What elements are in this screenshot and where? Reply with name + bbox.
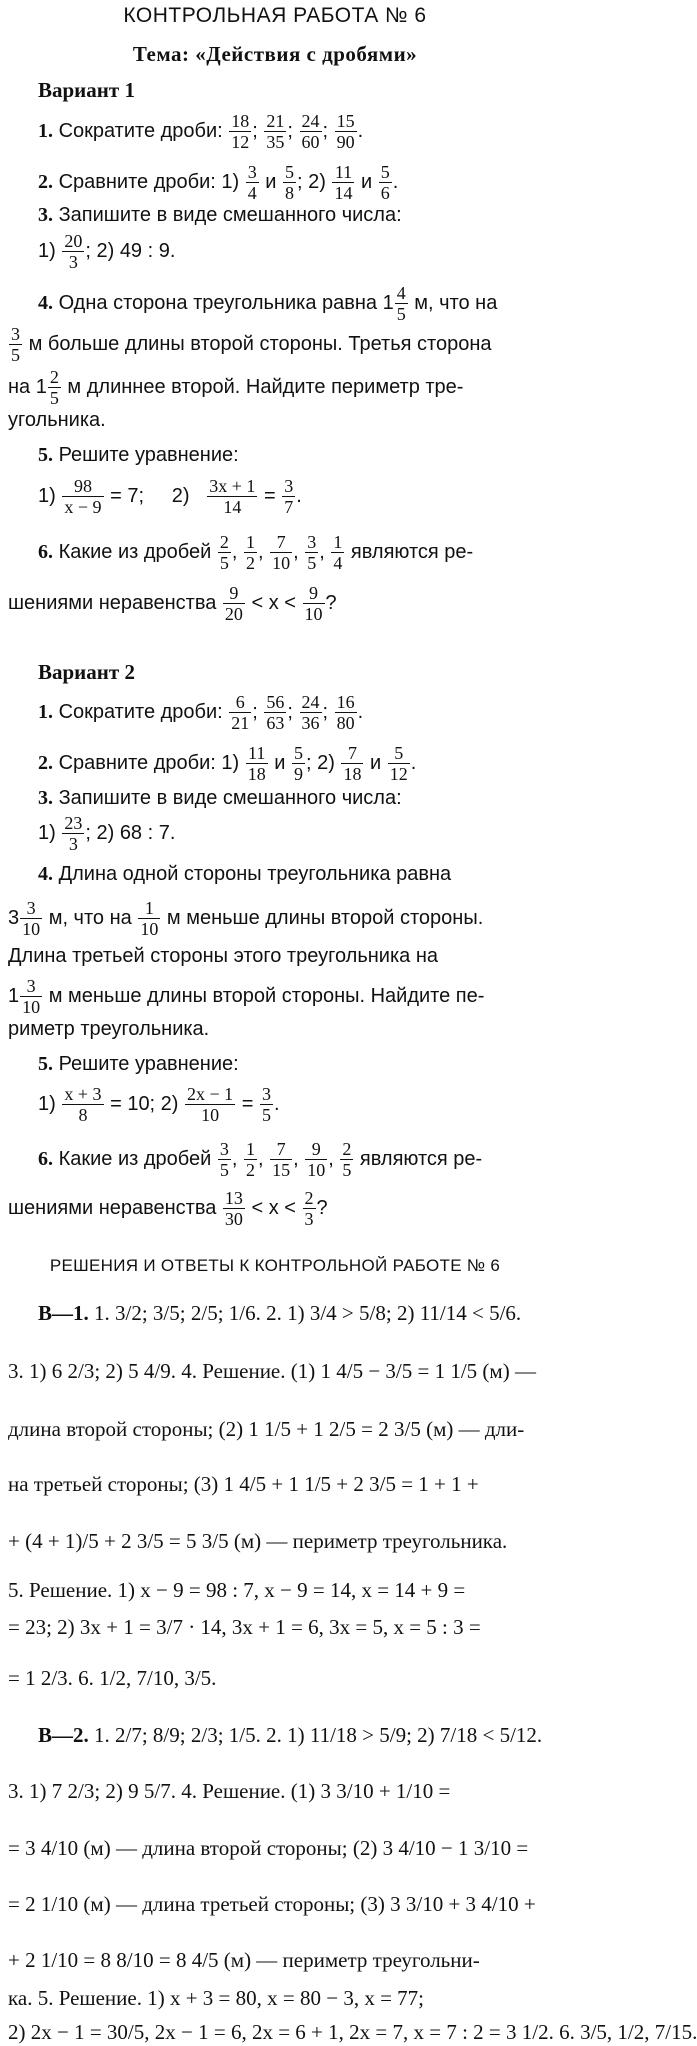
numerator: 3 <box>247 162 257 182</box>
v2-answer-line-3: = 3 4/10 (м) — длина второй стороны; (2) 3 4/10 − 1 3/10 = <box>8 1836 529 1860</box>
text-segment: 6. <box>38 1147 53 1170</box>
fraction <box>305 533 318 572</box>
text-segment: 3 <box>8 906 20 929</box>
text-segment: 2) <box>171 484 190 507</box>
text-segment: = <box>263 484 276 507</box>
fraction <box>218 533 231 572</box>
denominator: 12 <box>389 764 408 784</box>
fraction <box>270 1140 292 1179</box>
fraction <box>341 744 363 783</box>
denominator: 18 <box>343 764 362 784</box>
fraction <box>207 477 257 516</box>
text-segment: м длиннее второй. Найдите периметр тре- <box>67 375 464 398</box>
numerator: 13 <box>224 1188 243 1208</box>
denominator: 15 <box>272 1160 291 1180</box>
numerator: 11 <box>246 744 268 764</box>
text-segment: 1) <box>38 484 56 507</box>
numerator: 5 <box>380 162 390 182</box>
text-segment: 4. <box>38 291 53 314</box>
text-segment: Одна сторона треугольника равна 1 <box>58 291 394 314</box>
text-segment: 1. <box>38 700 53 723</box>
numerator: 1 <box>245 1139 255 1159</box>
v1-answer-line-1 <box>38 1299 534 1327</box>
text-segment: и <box>274 751 286 774</box>
text-segment: = 7; <box>110 484 144 507</box>
numerator: 9 <box>303 584 325 604</box>
denominator: 10 <box>272 553 291 573</box>
variant-1-heading: Вариант 1 <box>38 78 135 102</box>
v1-task-3 <box>38 201 534 229</box>
text-segment: 1 <box>8 984 20 1007</box>
numerator: 9 <box>223 584 245 604</box>
v2-task-2: 2. Сравните дроби: 1) $\frac{11}{18}$ и $\frac{5}{9}$ ; 2) $\frac{7}{18}$ и $\frac{5}{12}$ . <box>38 743 417 784</box>
v1-task-6-line-1: 6. Какие из дробей $\frac{2}{5}$ , $\frac{1}{2}$ , $\frac{7}{10}$ , $\frac{3}{5}$ , $\frac{1}{4}$ являются ре- <box>38 532 474 573</box>
text-segment: ; 2) 49 : 9. <box>85 239 176 262</box>
text-segment: < x < <box>251 591 296 614</box>
v1-answer-line-4: на третьей стороны; (3) 1 4/5 + 1 1/5 + 2 3/5 = 1 + 1 + <box>8 1472 479 1496</box>
numerator: 2 <box>342 1139 352 1159</box>
fraction <box>246 744 268 783</box>
fraction <box>20 899 42 938</box>
denominator: 5 <box>219 553 229 573</box>
text-segment: м меньше длины второй стороны. Найдите пе- <box>48 984 485 1007</box>
variant-2-heading: Вариант 2 <box>38 660 135 684</box>
denominator: 5 <box>396 304 406 324</box>
text-segment: и <box>265 170 277 193</box>
v2-task-3-items <box>38 814 534 853</box>
text-segment: 1) <box>38 1092 56 1115</box>
denominator: 60 <box>301 132 320 152</box>
text-segment: Решите уравнение: <box>58 1053 239 1075</box>
text-segment: 1) <box>38 239 56 262</box>
numerator: 20 <box>64 231 83 251</box>
numerator: 2x − 1 <box>187 1084 234 1104</box>
numerator: 1 <box>245 532 255 552</box>
v2-answer-line-6: ка. 5. Решение. 1) x + 3 = 80, x = 80 − 3, x = 77; <box>8 1986 425 2010</box>
fraction <box>264 112 286 151</box>
fraction <box>229 112 251 151</box>
fraction <box>9 325 22 364</box>
numerator: 7 <box>270 1140 292 1160</box>
fraction <box>388 744 410 783</box>
denominator: 10 <box>140 919 159 939</box>
fraction <box>223 584 245 623</box>
text-segment: 3. <box>38 787 53 809</box>
denominator: 63 <box>266 713 285 733</box>
denominator: 10 <box>304 604 323 624</box>
fraction <box>62 814 84 853</box>
numerator: 4 <box>396 283 406 303</box>
numerator: 5 <box>285 162 295 182</box>
v1-task-4-line-2 <box>8 325 534 364</box>
denominator: 3 <box>68 834 78 854</box>
v1-task-6-line-2: шениями неравенства $\frac{9}{20}$ < x < $\frac{9}{10}$ ? <box>8 583 337 624</box>
denominator: 10 <box>307 1160 326 1180</box>
v1-answer-line-8: = 1 2/3. 6. 1/2, 7/10, 3/5. <box>8 1666 217 1690</box>
text-segment: м больше длины второй стороны. Третья сторона <box>28 332 492 355</box>
v2-answer-line-7: 2) 2x − 1 = 30/5, 2x − 1 = 6, 2x = 6 + 1, 2x = 7, x = 7 : 2 = 3 1/2. 6. 3/5, 1/2, 7/15. <box>8 2020 697 2044</box>
denominator: 3 <box>304 1209 314 1229</box>
text-segment: Запишите в виде смешанного числа: <box>58 204 402 226</box>
denominator: 5 <box>307 553 317 573</box>
text-segment: Решите уравнение: <box>58 444 239 466</box>
denominator: 3 <box>68 252 78 272</box>
fraction <box>244 1140 257 1179</box>
numerator: 3x + 1 <box>209 476 256 496</box>
denominator: 90 <box>336 132 355 152</box>
text-segment: ; 2) 68 : 7. <box>85 821 176 844</box>
fraction <box>300 112 322 151</box>
v2-task-1: 1. Сократите дроби: $\frac{6}{21}$ ; $\frac{56}{63}$ ; $\frac{24}{36}$ ; $\frac{16}{80}$ . <box>38 692 364 733</box>
fraction <box>246 163 259 202</box>
fraction <box>185 1085 235 1124</box>
numerator: 11 <box>332 163 354 183</box>
text-segment: Сравните дроби: 1) <box>58 751 240 774</box>
denominator: 10 <box>22 997 41 1017</box>
fraction <box>335 693 357 732</box>
numerator: 7 <box>341 744 363 764</box>
fraction <box>332 163 354 202</box>
denominator: 8 <box>78 1105 88 1125</box>
v2-answer-line-1 <box>38 1721 543 1749</box>
denominator: 6 <box>380 183 390 203</box>
denominator: 35 <box>266 132 285 152</box>
text-segment: 1. <box>38 119 53 142</box>
v2-task-5-equations: 1) $\frac{x + 3}{8}$ = 10; 2) $\frac{2x - 1}{10}$ = $\frac{3}{5}$ . <box>38 1084 280 1125</box>
fraction <box>62 1085 103 1124</box>
text-segment: 1) <box>38 821 56 844</box>
text-segment: и <box>370 751 382 774</box>
v1-answer-line-5: + (4 + 1)/5 + 2 3/5 = 5 3/5 (м) — периметр треугольника. <box>8 1529 508 1553</box>
answers-heading: РЕШЕНИЯ И ОТВЕТЫ К КОНТРОЛЬНОЙ РАБОТЕ № 6 <box>49 1256 501 1275</box>
v1-task-2: 2. Сравните дроби: 1) $\frac{3}{4}$ и $\frac{5}{8}$ ; 2) $\frac{11}{14}$ и $\frac{5}{6}$ . <box>38 162 399 203</box>
text-segment: Сократите дроби: <box>58 700 223 723</box>
v2-task-3 <box>38 784 534 812</box>
text-segment: Какие из дробей <box>58 540 212 563</box>
v2-task-6-line-2: шениями неравенства $\frac{13}{30}$ < x < $\frac{2}{3}$ ? <box>8 1188 328 1229</box>
denominator: 14 <box>223 497 242 517</box>
text-segment: В—1. <box>38 1301 89 1325</box>
fraction <box>379 163 392 202</box>
text-segment: м меньше длины второй стороны. <box>166 906 484 929</box>
v1-answer-line-2: 3. 1) 6 2/3; 2) 5 4/9. 4. Решение. (1) 1 4/5 − 3/5 = 1 1/5 (м) — <box>8 1359 536 1383</box>
text-segment: 3. <box>38 204 53 226</box>
text-segment: шениями неравенства <box>8 1196 217 1219</box>
fraction <box>218 1140 231 1179</box>
denominator: 4 <box>247 183 257 203</box>
numerator: 24 <box>301 111 320 131</box>
denominator: x − 9 <box>64 497 102 517</box>
v1-answer-line-6: 5. Решение. 1) x − 9 = 98 : 7, x − 9 = 14, x = 14 + 9 = <box>8 1578 466 1602</box>
denominator: 5 <box>219 1160 229 1180</box>
numerator: 1 <box>138 899 160 919</box>
text-segment: 1. 3/2; 3/5; 2/5; 1/6. 2. 1) 3/4 > 5/8; 2) 11/14 < 5/6. <box>94 1301 522 1325</box>
numerator: 2 <box>219 532 229 552</box>
numerator: 3 <box>284 476 294 496</box>
denominator: 4 <box>333 553 343 573</box>
text-segment: на 1 <box>8 375 47 398</box>
fraction <box>264 693 286 732</box>
fraction <box>340 1140 353 1179</box>
denominator: 14 <box>334 183 353 203</box>
v2-answer-line-4: = 2 1/10 (м) — длина третьей стороны; (3) 3 3/10 + 3 4/10 + <box>8 1892 536 1916</box>
denominator: 5 <box>11 345 20 365</box>
fraction <box>300 693 322 732</box>
v2-task-6-line-1: 6. Какие из дробей $\frac{3}{5}$ , $\frac{1}{2}$ , $\frac{7}{15}$ , $\frac{9}{10}$ , $\frac{2}{5}$ являются ре- <box>38 1139 483 1180</box>
denominator: 9 <box>294 764 304 784</box>
v2-task-4-line-1 <box>38 860 534 888</box>
numerator: 3 <box>262 1084 271 1104</box>
numerator: 2 <box>49 367 59 387</box>
v1-task-1: 1. Сократите дроби: $\frac{18}{12}$ ; $\frac{21}{35}$ ; $\frac{24}{60}$ ; $\frac{15}{90}$ . <box>38 111 364 152</box>
text-segment: ; 2) <box>306 751 335 774</box>
numerator: 5 <box>294 743 304 763</box>
fraction <box>62 477 103 516</box>
v1-answer-line-7: = 23; 2) 3x + 1 = 3/7 · 14, 3x + 1 = 6, 3x = 5, x = 5 : 3 = <box>8 1615 481 1639</box>
text-segment: ; 2) <box>297 170 326 193</box>
numerator: 3 <box>20 977 42 997</box>
v2-task-4-line-2 <box>8 899 534 938</box>
v1-answer-line-3: длина второй стороны; (2) 1 1/5 + 1 2/5 = 2 3/5 (м) — дли- <box>8 1417 525 1441</box>
fraction <box>282 477 295 516</box>
denominator: 36 <box>301 713 320 733</box>
denominator: 10 <box>201 1105 220 1125</box>
numerator: 3 <box>20 899 42 919</box>
v2-answer-line-8: x = 7 : 2 = 3 1/2. 6. 3/5, 1/2, 7/15. <box>408 2020 697 2044</box>
fraction <box>270 533 292 572</box>
numerator: x + 3 <box>64 1084 102 1104</box>
text-segment: Запишите в виде смешанного числа: <box>58 787 402 809</box>
v1-task-5-equations: 1) $\frac{98}{x - 9}$ = 7; 2) $\frac{3x + 1}{14}$ = $\frac{3}{7}$ . <box>38 476 302 517</box>
numerator: 3 <box>219 1139 229 1159</box>
denominator: 5 <box>342 1160 352 1180</box>
numerator: 56 <box>266 692 285 712</box>
denominator: 7 <box>284 497 294 517</box>
numerator: 3 <box>11 324 20 344</box>
denominator: 30 <box>224 1209 243 1229</box>
numerator: 1 <box>333 532 343 552</box>
denominator: 21 <box>231 713 250 733</box>
v1-task-3-items <box>38 232 534 271</box>
fraction <box>303 1189 316 1228</box>
text-segment: В—2. <box>38 1723 89 1747</box>
numerator: 3 <box>307 532 317 552</box>
numerator: 15 <box>336 111 355 131</box>
text-segment: 1. 2/7; 8/9; 2/3; 1/5. 2. 1) 11/18 > 5/9; 2) 7/18 < 5/12. <box>94 1723 543 1747</box>
denominator: 2 <box>245 1160 255 1180</box>
v1-task-5 <box>38 441 534 469</box>
numerator: 98 <box>62 477 103 497</box>
denominator: 18 <box>247 764 266 784</box>
numerator: 18 <box>231 111 250 131</box>
v2-task-5 <box>38 1050 534 1078</box>
denominator: 20 <box>224 604 243 624</box>
text-segment: шениями неравенства <box>8 591 217 614</box>
v2-answer-line-2: 3. 1) 7 2/3; 2) 9 5/7. 4. Решение. (1) 3 3/10 + 1/10 = <box>8 1779 451 1803</box>
fraction <box>305 1140 327 1179</box>
fraction <box>229 693 251 732</box>
numerator: 9 <box>305 1140 327 1160</box>
text-segment: м, что на <box>414 291 498 314</box>
text-segment: 2. <box>38 170 53 193</box>
numerator: 2 <box>304 1188 314 1208</box>
numerator: 16 <box>336 692 355 712</box>
denominator: 80 <box>336 713 355 733</box>
text-segment: 6. <box>38 540 53 563</box>
v1-task-4-line-1 <box>38 284 534 323</box>
fraction <box>260 1085 273 1124</box>
text-segment: < x < <box>251 1196 296 1219</box>
fraction <box>20 977 42 1016</box>
fraction <box>303 584 325 623</box>
text-segment: = <box>241 1092 254 1115</box>
text-segment: Длина одной стороны треугольника равна <box>58 863 452 885</box>
v2-answer-line-5: + 2 1/10 = 8 8/10 = 8 4/5 (м) — периметр треугольни- <box>8 1948 480 1972</box>
text-segment: Сократите дроби: <box>58 119 223 142</box>
numerator: 5 <box>388 744 410 764</box>
text-segment: являются ре- <box>350 540 474 563</box>
text-segment: м, что на <box>48 906 132 929</box>
fraction <box>48 368 61 407</box>
numerator: 23 <box>64 813 83 833</box>
text-segment: 5. <box>38 444 53 466</box>
denominator: 2 <box>245 553 255 573</box>
denominator: 5 <box>49 388 59 408</box>
v2-task-4-line-5: риметр треугольника. <box>8 1018 210 1040</box>
denominator: 10 <box>22 919 41 939</box>
numerator: 7 <box>270 533 292 553</box>
numerator: 21 <box>266 111 285 131</box>
v1-task-4-line-3 <box>8 368 534 407</box>
denominator: 5 <box>262 1105 271 1125</box>
text-segment: = 10; 2) <box>110 1092 179 1115</box>
v2-task-4-line-3: Длина третьей стороны этого треугольника на <box>8 945 438 967</box>
numerator: 6 <box>229 693 251 713</box>
text-segment: Сравните дроби: 1) <box>58 170 240 193</box>
fraction <box>283 163 296 202</box>
denominator: 8 <box>285 183 295 203</box>
denominator: 12 <box>231 132 250 152</box>
text-segment: являются ре- <box>359 1147 483 1170</box>
text-segment: 2. <box>38 751 53 774</box>
fraction <box>331 533 344 572</box>
fraction <box>395 284 408 323</box>
numerator: 24 <box>301 692 320 712</box>
page-subtitle: Тема: «Действия с дробями» <box>132 42 418 66</box>
fraction <box>138 899 160 938</box>
fraction <box>335 112 357 151</box>
text-segment: Какие из дробей <box>58 1147 212 1170</box>
page-title: КОНТРОЛЬНАЯ РАБОТА № 6 <box>123 4 427 27</box>
fraction <box>244 533 257 572</box>
fraction <box>292 744 305 783</box>
text-segment: 5. <box>38 1053 53 1075</box>
text-segment: 4. <box>38 863 53 885</box>
fraction <box>62 232 84 271</box>
fraction <box>223 1189 245 1228</box>
text-segment: и <box>361 170 373 193</box>
v2-task-4-line-4 <box>8 977 534 1016</box>
v1-task-4-line-4: угольника. <box>8 409 106 431</box>
